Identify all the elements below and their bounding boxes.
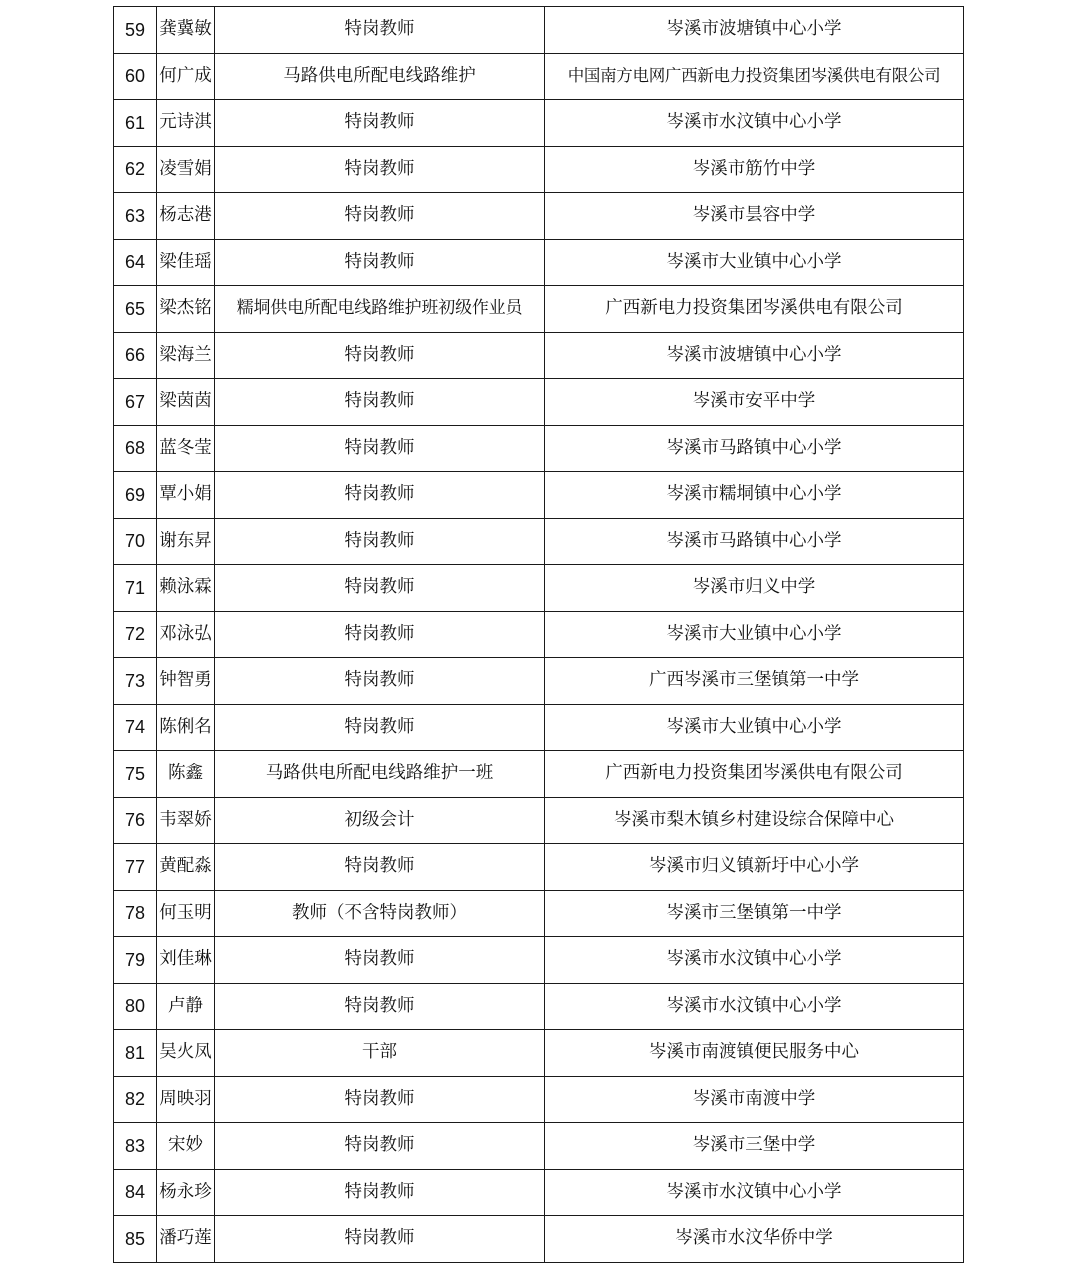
unit-cell: 岑溪市马路镇中心小学 <box>545 518 964 565</box>
unit-cell: 岑溪市归义中学 <box>545 565 964 612</box>
position-cell: 特岗教师 <box>215 146 545 193</box>
unit-cell: 岑溪市归义镇新圩中心小学 <box>545 844 964 891</box>
position-cell: 特岗教师 <box>215 425 545 472</box>
name-cell: 卢静 <box>157 983 215 1030</box>
row-number-cell: 83 <box>114 1123 157 1170</box>
row-number-cell: 62 <box>114 146 157 193</box>
name-cell: 韦翠娇 <box>157 797 215 844</box>
name-cell: 潘巧莲 <box>157 1216 215 1263</box>
unit-cell: 岑溪市大业镇中心小学 <box>545 704 964 751</box>
table-row <box>114 937 964 984</box>
unit-cell: 岑溪市水汶镇中心小学 <box>545 937 964 984</box>
row-number-cell: 66 <box>114 332 157 379</box>
table-row <box>114 146 964 193</box>
table-row <box>114 518 964 565</box>
position-cell: 特岗教师 <box>215 332 545 379</box>
row-number-cell: 79 <box>114 937 157 984</box>
unit-cell: 岑溪市水汶镇中心小学 <box>545 100 964 147</box>
name-cell: 吴火凤 <box>157 1030 215 1077</box>
table-row <box>114 1123 964 1170</box>
unit-cell: 中国南方电网广西新电力投资集团岑溪供电有限公司 <box>545 53 964 100</box>
row-number-cell: 63 <box>114 193 157 240</box>
unit-cell: 岑溪市南渡中学 <box>545 1076 964 1123</box>
position-cell: 特岗教师 <box>215 7 545 54</box>
row-number-cell: 68 <box>114 425 157 472</box>
table-row <box>114 844 964 891</box>
table-row <box>114 379 964 426</box>
row-number-cell: 84 <box>114 1169 157 1216</box>
unit-cell: 岑溪市安平中学 <box>545 379 964 426</box>
name-cell: 龚冀敏 <box>157 7 215 54</box>
table-row <box>114 472 964 519</box>
name-cell: 赖泳霖 <box>157 565 215 612</box>
name-cell: 杨志港 <box>157 193 215 240</box>
table-row <box>114 100 964 147</box>
unit-cell: 广西岑溪市三堡镇第一中学 <box>545 658 964 705</box>
table-row <box>114 704 964 751</box>
table-row <box>114 239 964 286</box>
roster-table <box>113 6 964 1263</box>
table-row <box>114 193 964 240</box>
position-cell: 特岗教师 <box>215 704 545 751</box>
table-row <box>114 1076 964 1123</box>
unit-cell: 岑溪市糯垌镇中心小学 <box>545 472 964 519</box>
name-cell: 何广成 <box>157 53 215 100</box>
position-cell: 干部 <box>215 1030 545 1077</box>
name-cell: 覃小娟 <box>157 472 215 519</box>
table-row <box>114 565 964 612</box>
row-number-cell: 73 <box>114 658 157 705</box>
row-number-cell: 85 <box>114 1216 157 1263</box>
unit-cell: 岑溪市马路镇中心小学 <box>545 425 964 472</box>
name-cell: 梁佳瑶 <box>157 239 215 286</box>
table-row <box>114 890 964 937</box>
unit-cell: 岑溪市三堡镇第一中学 <box>545 890 964 937</box>
unit-cell: 广西新电力投资集团岑溪供电有限公司 <box>545 286 964 333</box>
row-number-cell: 69 <box>114 472 157 519</box>
unit-cell: 岑溪市水汶华侨中学 <box>545 1216 964 1263</box>
name-cell: 何玉明 <box>157 890 215 937</box>
row-number-cell: 75 <box>114 751 157 798</box>
row-number-cell: 64 <box>114 239 157 286</box>
position-cell: 马路供电所配电线路维护 <box>215 53 545 100</box>
row-number-cell: 61 <box>114 100 157 147</box>
name-cell: 陈俐名 <box>157 704 215 751</box>
row-number-cell: 78 <box>114 890 157 937</box>
row-number-cell: 82 <box>114 1076 157 1123</box>
unit-cell: 岑溪市三堡中学 <box>545 1123 964 1170</box>
position-cell: 特岗教师 <box>215 193 545 240</box>
name-cell: 梁杰铭 <box>157 286 215 333</box>
position-cell: 特岗教师 <box>215 379 545 426</box>
name-cell: 梁茵茵 <box>157 379 215 426</box>
table-row <box>114 1216 964 1263</box>
roster-table-body <box>114 7 964 1263</box>
table-row <box>114 425 964 472</box>
position-cell: 特岗教师 <box>215 844 545 891</box>
position-cell: 特岗教师 <box>215 1216 545 1263</box>
position-cell: 特岗教师 <box>215 239 545 286</box>
row-number-cell: 77 <box>114 844 157 891</box>
name-cell: 梁海兰 <box>157 332 215 379</box>
name-cell: 元诗淇 <box>157 100 215 147</box>
table-row <box>114 658 964 705</box>
position-cell: 特岗教师 <box>215 983 545 1030</box>
name-cell: 凌雪娟 <box>157 146 215 193</box>
position-cell: 特岗教师 <box>215 937 545 984</box>
row-number-cell: 71 <box>114 565 157 612</box>
table-row <box>114 611 964 658</box>
position-cell: 特岗教师 <box>215 1123 545 1170</box>
unit-cell: 岑溪市水汶镇中心小学 <box>545 1169 964 1216</box>
name-cell: 宋妙 <box>157 1123 215 1170</box>
unit-cell: 广西新电力投资集团岑溪供电有限公司 <box>545 751 964 798</box>
name-cell: 钟智勇 <box>157 658 215 705</box>
unit-cell: 岑溪市大业镇中心小学 <box>545 611 964 658</box>
name-cell: 周映羽 <box>157 1076 215 1123</box>
name-cell: 蓝冬莹 <box>157 425 215 472</box>
table-row <box>114 7 964 54</box>
table-row <box>114 332 964 379</box>
name-cell: 刘佳琳 <box>157 937 215 984</box>
row-number-cell: 72 <box>114 611 157 658</box>
position-cell: 教师（不含特岗教师） <box>215 890 545 937</box>
position-cell: 特岗教师 <box>215 1169 545 1216</box>
unit-cell: 岑溪市梨木镇乡村建设综合保障中心 <box>545 797 964 844</box>
unit-cell: 岑溪市波塘镇中心小学 <box>545 332 964 379</box>
table-row <box>114 1169 964 1216</box>
table-row <box>114 797 964 844</box>
row-number-cell: 80 <box>114 983 157 1030</box>
name-cell: 陈鑫 <box>157 751 215 798</box>
position-cell: 马路供电所配电线路维护一班 <box>215 751 545 798</box>
row-number-cell: 60 <box>114 53 157 100</box>
row-number-cell: 67 <box>114 379 157 426</box>
position-cell: 特岗教师 <box>215 100 545 147</box>
unit-cell: 岑溪市水汶镇中心小学 <box>545 983 964 1030</box>
table-row <box>114 983 964 1030</box>
position-cell: 特岗教师 <box>215 518 545 565</box>
table-row <box>114 286 964 333</box>
position-cell: 特岗教师 <box>215 565 545 612</box>
row-number-cell: 76 <box>114 797 157 844</box>
row-number-cell: 81 <box>114 1030 157 1077</box>
name-cell: 邓泳弘 <box>157 611 215 658</box>
table-row <box>114 1030 964 1077</box>
name-cell: 谢东昇 <box>157 518 215 565</box>
row-number-cell: 59 <box>114 7 157 54</box>
unit-cell: 岑溪市大业镇中心小学 <box>545 239 964 286</box>
table-row <box>114 53 964 100</box>
name-cell: 杨永珍 <box>157 1169 215 1216</box>
unit-cell: 岑溪市南渡镇便民服务中心 <box>545 1030 964 1077</box>
position-cell: 特岗教师 <box>215 1076 545 1123</box>
row-number-cell: 65 <box>114 286 157 333</box>
unit-cell: 岑溪市筋竹中学 <box>545 146 964 193</box>
unit-cell: 岑溪市波塘镇中心小学 <box>545 7 964 54</box>
name-cell: 黄配淼 <box>157 844 215 891</box>
table-row <box>114 751 964 798</box>
position-cell: 特岗教师 <box>215 472 545 519</box>
row-number-cell: 74 <box>114 704 157 751</box>
position-cell: 初级会计 <box>215 797 545 844</box>
position-cell: 特岗教师 <box>215 611 545 658</box>
row-number-cell: 70 <box>114 518 157 565</box>
position-cell: 糯垌供电所配电线路维护班初级作业员 <box>215 286 545 333</box>
unit-cell: 岑溪市昙容中学 <box>545 193 964 240</box>
position-cell: 特岗教师 <box>215 658 545 705</box>
